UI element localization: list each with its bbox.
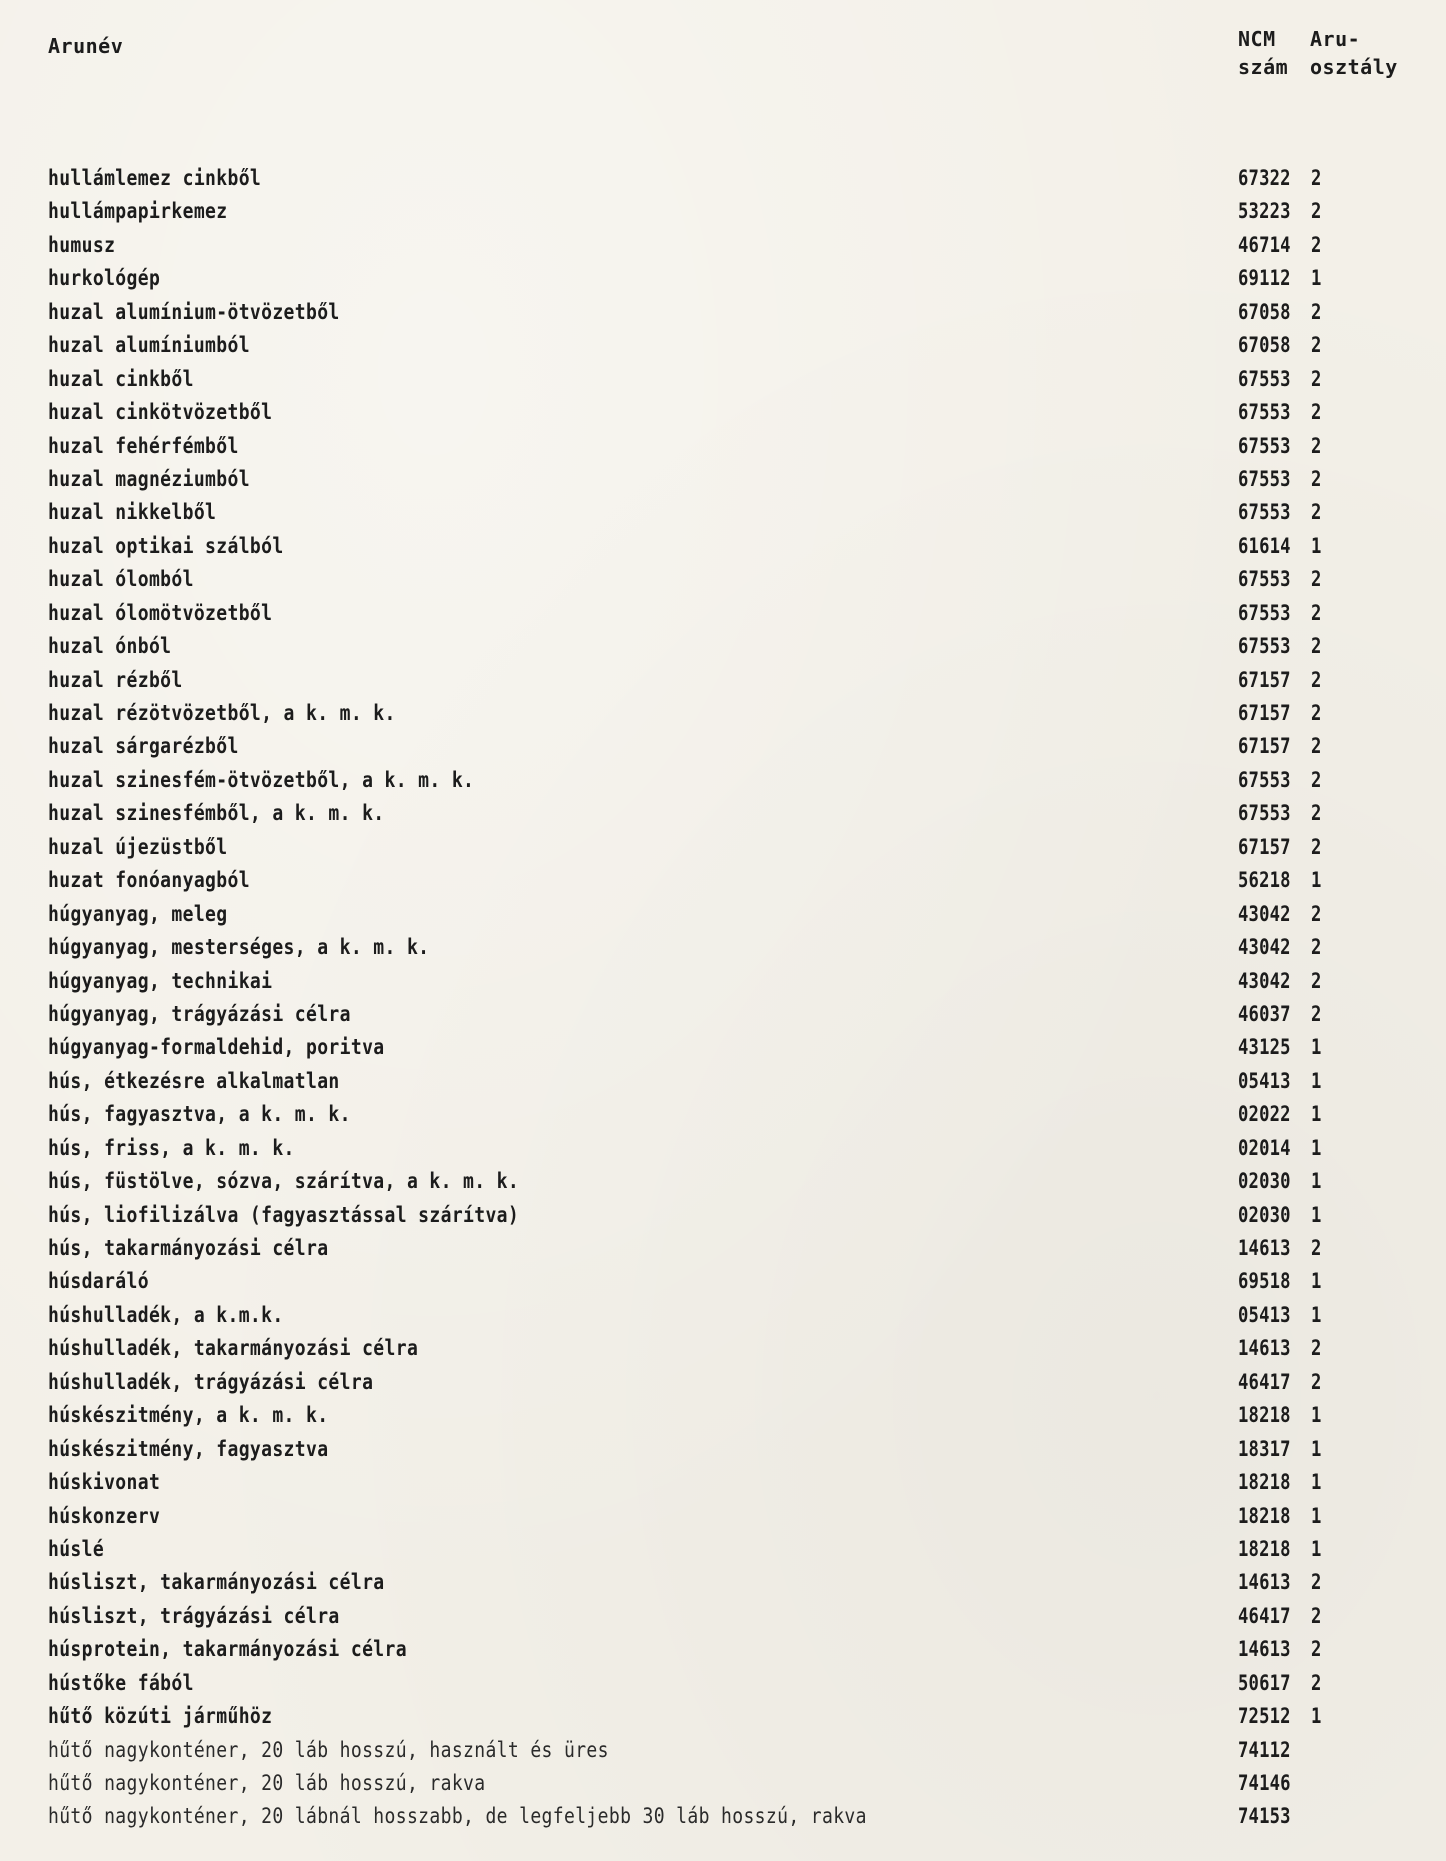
list-item xyxy=(0,1132,1446,1165)
item-name: huzat fonóanyagból xyxy=(48,868,250,893)
ncm-number: 18218 xyxy=(1238,1403,1291,1428)
item-name: húslé xyxy=(48,1536,105,1561)
list-item xyxy=(0,1466,1446,1499)
ncm-number: 46714 xyxy=(1238,232,1291,257)
list-item xyxy=(0,597,1446,630)
item-name: huzal újezüstből xyxy=(48,834,228,859)
ncm-number: 14613 xyxy=(1238,1336,1291,1361)
ncm-number: 14613 xyxy=(1238,1570,1291,1595)
goods-class: 2 xyxy=(1311,968,1322,993)
list-item xyxy=(0,1165,1446,1198)
goods-class: 2 xyxy=(1311,667,1322,692)
ncm-number: 67553 xyxy=(1238,466,1291,491)
list-item xyxy=(0,1366,1446,1399)
list-item xyxy=(0,764,1446,797)
goods-class: 2 xyxy=(1311,734,1322,759)
ncm-number: 67553 xyxy=(1238,400,1291,425)
item-name: húsliszt, trágyázási célra xyxy=(48,1603,340,1628)
ncm-number: 69112 xyxy=(1238,266,1291,291)
goods-class: 1 xyxy=(1311,1302,1322,1327)
item-name: hullámlemez cinkből xyxy=(48,166,262,190)
ncm-number: 46417 xyxy=(1238,1603,1291,1628)
goods-class: 2 xyxy=(1311,1336,1322,1361)
ncm-number: 46417 xyxy=(1238,1369,1291,1394)
ncm-number: 67553 xyxy=(1238,801,1291,826)
ncm-number: 14613 xyxy=(1238,1236,1291,1260)
goods-class: 1 xyxy=(1311,533,1322,558)
list-item xyxy=(0,262,1446,295)
goods-class: 2 xyxy=(1311,935,1322,960)
item-name: hús, füstölve, sózva, szárítva, a k. m. k. xyxy=(48,1169,520,1194)
item-name: húsprotein, takarmányozási célra xyxy=(48,1637,407,1662)
item-name: húgyanyag, mesterséges, a k. m. k. xyxy=(48,935,430,960)
list-item xyxy=(0,1332,1446,1365)
class-header-line-2: osztály xyxy=(1310,55,1398,79)
ncm-number: 02030 xyxy=(1238,1202,1291,1227)
list-item xyxy=(0,1734,1446,1767)
ncm-number: 18218 xyxy=(1238,1536,1291,1561)
goods-class: 2 xyxy=(1311,299,1322,324)
list-item xyxy=(0,329,1446,362)
list-item xyxy=(0,965,1446,998)
list-item xyxy=(0,1667,1446,1700)
ncm-number: 74146 xyxy=(1238,1771,1291,1795)
item-name: huzal rézből xyxy=(48,667,183,692)
goods-class: 1 xyxy=(1311,1436,1322,1461)
goods-class: 1 xyxy=(1311,266,1322,291)
list-item xyxy=(0,931,1446,964)
list-item xyxy=(0,797,1446,830)
item-name: huzal alumínium-ötvözetből xyxy=(48,299,340,324)
goods-class: 2 xyxy=(1311,1001,1322,1026)
list-item xyxy=(0,1031,1446,1064)
ncm-number: 50617 xyxy=(1238,1670,1291,1695)
item-name: hús, liofilizálva (fagyasztással szárítva) xyxy=(48,1202,520,1227)
item-name: húshulladék, a k.m.k. xyxy=(48,1302,284,1327)
goods-class: 2 xyxy=(1311,567,1322,592)
item-name: húgyanyag-formaldehid, poritva xyxy=(48,1035,385,1060)
ncm-header-line-1: NCM xyxy=(1238,27,1276,51)
ncm-number: 02014 xyxy=(1238,1135,1291,1160)
item-name: huzal ólomból xyxy=(48,567,194,592)
goods-class: 2 xyxy=(1311,433,1322,458)
item-name: húgyanyag, meleg xyxy=(48,901,228,926)
item-name: hús, friss, a k. m. k. xyxy=(48,1135,295,1160)
list-item xyxy=(0,396,1446,429)
list-item xyxy=(0,1500,1446,1533)
item-name: húgyanyag, trágyázási célra xyxy=(48,1001,351,1026)
goods-class: 1 xyxy=(1311,1403,1322,1428)
goods-class: 1 xyxy=(1311,1035,1322,1060)
item-name: huzal cinkből xyxy=(48,366,194,391)
list-item xyxy=(0,496,1446,529)
goods-class: 1 xyxy=(1311,1202,1322,1227)
item-name: humusz xyxy=(48,232,116,257)
list-item xyxy=(0,1800,1446,1833)
list-item xyxy=(0,630,1446,663)
item-name: hurkológép xyxy=(48,266,161,291)
ncm-number: 43042 xyxy=(1238,968,1291,993)
list-item xyxy=(0,430,1446,463)
goods-class: 2 xyxy=(1311,166,1322,190)
goods-class: 2 xyxy=(1311,366,1322,391)
list-item xyxy=(0,162,1446,195)
item-name: hús, fagyasztva, a k. m. k. xyxy=(48,1102,351,1127)
ncm-number: 18218 xyxy=(1238,1503,1291,1528)
item-name: húskonzerv xyxy=(48,1503,161,1528)
goods-class: 2 xyxy=(1311,333,1322,358)
goods-class: 2 xyxy=(1311,600,1322,625)
list-item xyxy=(0,998,1446,1031)
list-item xyxy=(0,1232,1446,1265)
goods-class: 2 xyxy=(1311,701,1322,725)
goods-class: 2 xyxy=(1311,1637,1322,1662)
list-item xyxy=(0,1767,1446,1800)
goods-class: 2 xyxy=(1311,801,1322,826)
item-name: huzal rézötvözetből, a k. m. k. xyxy=(48,701,396,725)
list-item xyxy=(0,1633,1446,1666)
list-item xyxy=(0,1098,1446,1131)
column-header-item-name: Arunév xyxy=(48,34,124,58)
goods-class: 1 xyxy=(1311,1269,1322,1294)
item-name: hústőke fából xyxy=(48,1670,194,1695)
ncm-number: 02030 xyxy=(1238,1169,1291,1194)
ncm-number: 02022 xyxy=(1238,1102,1291,1127)
item-name: huzal ónból xyxy=(48,634,172,659)
goods-class: 2 xyxy=(1311,1670,1322,1695)
list-item xyxy=(0,697,1446,730)
goods-class: 2 xyxy=(1311,1369,1322,1394)
ncm-number: 61614 xyxy=(1238,533,1291,558)
goods-class: 1 xyxy=(1311,1135,1322,1160)
item-name: hűtő nagykonténer, 20 lábnál hosszabb, de legfeljebb 30 láb hosszú, rakva xyxy=(48,1804,867,1829)
ncm-number: 67157 xyxy=(1238,701,1291,725)
list-item xyxy=(0,1065,1446,1098)
item-name: hús, étkezésre alkalmatlan xyxy=(48,1068,340,1093)
goods-class: 1 xyxy=(1311,1102,1322,1127)
ncm-number: 67553 xyxy=(1238,366,1291,391)
ncm-number: 05413 xyxy=(1238,1068,1291,1093)
list-item xyxy=(0,730,1446,763)
ncm-number: 67553 xyxy=(1238,433,1291,458)
item-name: hűtő nagykonténer, 20 láb hosszú, használt és üres xyxy=(48,1737,609,1762)
goods-class: 1 xyxy=(1311,1470,1322,1495)
goods-class: 1 xyxy=(1311,1536,1322,1561)
list-item xyxy=(0,831,1446,864)
item-name: hűtő nagykonténer, 20 láb hosszú, rakva xyxy=(48,1771,486,1795)
goods-class: 2 xyxy=(1311,1570,1322,1595)
item-name: húskivonat xyxy=(48,1470,161,1495)
class-header-line-1: Aru- xyxy=(1310,27,1361,51)
ncm-number: 56218 xyxy=(1238,868,1291,893)
goods-class: 2 xyxy=(1311,834,1322,859)
ncm-number: 18317 xyxy=(1238,1436,1291,1461)
list-item xyxy=(0,1265,1446,1298)
item-name: huzal sárgarézből xyxy=(48,734,239,759)
item-name: huzal nikkelből xyxy=(48,500,217,525)
item-name: huzal szinesfém-ötvözetből, a k. m. k. xyxy=(48,767,475,792)
item-name: huzal ólomötvözetből xyxy=(48,600,273,625)
item-name: huzal szinesfémből, a k. m. k. xyxy=(48,801,385,826)
list-item xyxy=(0,530,1446,563)
list-item xyxy=(0,1399,1446,1432)
goods-class: 2 xyxy=(1311,500,1322,525)
list-item xyxy=(0,229,1446,262)
list-item xyxy=(0,1700,1446,1733)
goods-class: 2 xyxy=(1311,466,1322,491)
ncm-number: 67322 xyxy=(1238,166,1291,190)
list-item xyxy=(0,463,1446,496)
item-name: huzal magnéziumból xyxy=(48,466,250,491)
ncm-number: 67553 xyxy=(1238,567,1291,592)
goods-class: 1 xyxy=(1311,1169,1322,1194)
item-name: huzal fehérfémből xyxy=(48,433,239,458)
item-name: hűtő közúti járműhöz xyxy=(48,1704,273,1729)
ncm-number: 43042 xyxy=(1238,935,1291,960)
ncm-number: 67157 xyxy=(1238,734,1291,759)
goods-class: 2 xyxy=(1311,199,1322,224)
ncm-number: 18218 xyxy=(1238,1470,1291,1495)
column-header-ncm-number xyxy=(1238,25,1288,81)
ncm-number: 72512 xyxy=(1238,1704,1291,1729)
goods-class: 2 xyxy=(1311,232,1322,257)
goods-class: 1 xyxy=(1311,1704,1322,1729)
list-item xyxy=(0,864,1446,897)
ncm-number: 05413 xyxy=(1238,1302,1291,1327)
goods-list xyxy=(0,162,1446,1834)
item-name: húskészitmény, fagyasztva xyxy=(48,1436,329,1461)
list-item xyxy=(0,1433,1446,1466)
ncm-header-line-2: szám xyxy=(1238,55,1289,79)
goods-class: 2 xyxy=(1311,1236,1322,1260)
item-name: húshulladék, trágyázási célra xyxy=(48,1369,374,1394)
list-item xyxy=(0,664,1446,697)
ncm-number: 46037 xyxy=(1238,1001,1291,1026)
list-item xyxy=(0,195,1446,228)
goods-class: 1 xyxy=(1311,1503,1322,1528)
list-item xyxy=(0,1199,1446,1232)
goods-class: 1 xyxy=(1311,1068,1322,1093)
ncm-number: 67058 xyxy=(1238,333,1291,358)
ncm-number: 14613 xyxy=(1238,1637,1291,1662)
goods-class: 1 xyxy=(1311,868,1322,893)
list-item xyxy=(0,1299,1446,1332)
column-header-goods-class xyxy=(1310,25,1398,81)
ncm-number: 67553 xyxy=(1238,500,1291,525)
goods-class: 2 xyxy=(1311,901,1322,926)
list-item xyxy=(0,363,1446,396)
list-item xyxy=(0,898,1446,931)
ncm-number: 67553 xyxy=(1238,634,1291,659)
ncm-number: 69518 xyxy=(1238,1269,1291,1294)
item-name: húskészitmény, a k. m. k. xyxy=(48,1403,329,1428)
ncm-number: 53223 xyxy=(1238,199,1291,224)
ncm-number: 74112 xyxy=(1238,1737,1291,1762)
item-name: hús, takarmányozási célra xyxy=(48,1236,329,1260)
ncm-number: 67553 xyxy=(1238,600,1291,625)
goods-class: 2 xyxy=(1311,767,1322,792)
ncm-number: 74153 xyxy=(1238,1804,1291,1829)
item-name: húsliszt, takarmányozási célra xyxy=(48,1570,385,1595)
goods-class: 2 xyxy=(1311,634,1322,659)
ncm-number: 43125 xyxy=(1238,1035,1291,1060)
ncm-number: 67157 xyxy=(1238,667,1291,692)
item-name: huzal alumíniumból xyxy=(48,333,250,358)
list-item xyxy=(0,1600,1446,1633)
goods-class: 2 xyxy=(1311,1603,1322,1628)
item-name: huzal optikai szálból xyxy=(48,533,284,558)
item-name: húgyanyag, technikai xyxy=(48,968,273,993)
item-name: hullámpapirkemez xyxy=(48,199,228,224)
list-item xyxy=(0,296,1446,329)
list-item xyxy=(0,1566,1446,1599)
ncm-number: 67058 xyxy=(1238,299,1291,324)
goods-class: 2 xyxy=(1311,400,1322,425)
item-name: húsdaráló xyxy=(48,1269,149,1294)
list-item xyxy=(0,1533,1446,1566)
ncm-number: 43042 xyxy=(1238,901,1291,926)
list-item xyxy=(0,563,1446,596)
item-name: huzal cinkötvözetből xyxy=(48,400,273,425)
ncm-number: 67157 xyxy=(1238,834,1291,859)
item-name: húshulladék, takarmányozási célra xyxy=(48,1336,419,1361)
ncm-number: 67553 xyxy=(1238,767,1291,792)
